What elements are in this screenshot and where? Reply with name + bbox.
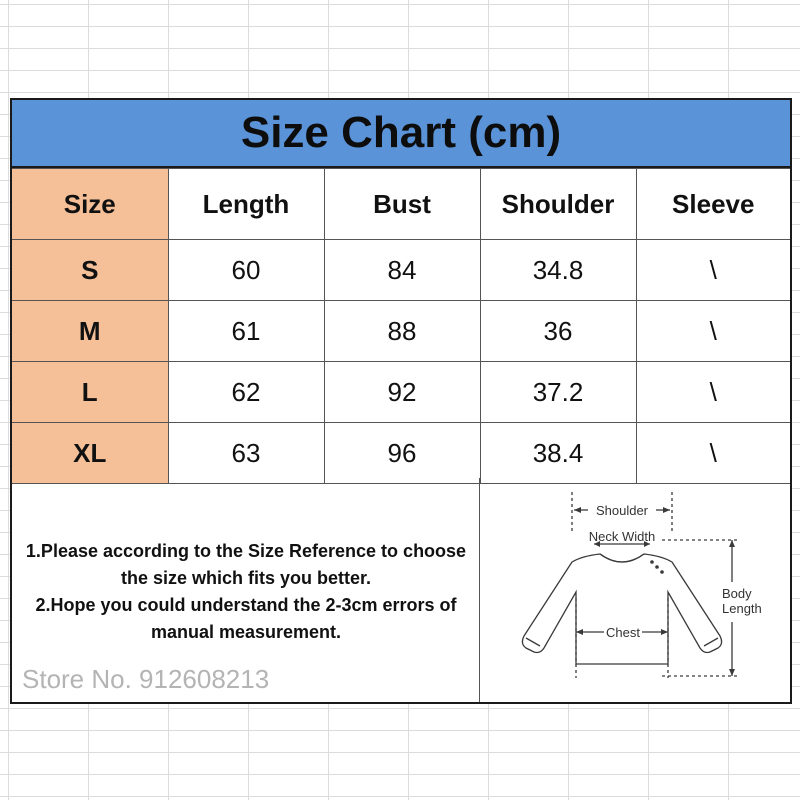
- size-table: [12, 168, 790, 484]
- shoulder-value: 36: [480, 301, 636, 362]
- neckline: [600, 554, 644, 562]
- size-label: L: [12, 362, 168, 423]
- length-label: Length: [722, 601, 762, 616]
- notes-panel: [12, 478, 480, 702]
- bust-value: 96: [324, 423, 480, 484]
- cuff-right: [704, 638, 718, 646]
- table-row: [12, 301, 790, 362]
- sweater-outline: [522, 554, 721, 664]
- table-row: [12, 362, 790, 423]
- bust-value: 84: [324, 240, 480, 301]
- sleeve-value: \: [636, 240, 790, 301]
- chest-label: Chest: [606, 625, 640, 640]
- shoulder-value: 34.8: [480, 240, 636, 301]
- table-row: [12, 240, 790, 301]
- size-label: M: [12, 301, 168, 362]
- sleeve-value: \: [636, 423, 790, 484]
- store-watermark: Store No. 912608213: [22, 664, 270, 694]
- shoulder-label: Shoulder: [595, 503, 649, 518]
- header-shoulder: Shoulder: [480, 169, 636, 240]
- header-size: Size: [12, 169, 168, 240]
- header-bust: Bust: [324, 169, 480, 240]
- chart-title: Size Chart (cm): [12, 100, 790, 168]
- size-label: XL: [12, 423, 168, 484]
- table-header-row: [12, 169, 790, 240]
- size-label: S: [12, 240, 168, 301]
- cuff-left: [526, 638, 540, 646]
- header-sleeve: Sleeve: [636, 169, 790, 240]
- bust-value: 88: [324, 301, 480, 362]
- bust-value: 92: [324, 362, 480, 423]
- shoulder-value: 37.2: [480, 362, 636, 423]
- header-length: Length: [168, 169, 324, 240]
- length-value: 60: [168, 240, 324, 301]
- measurement-diagram: [482, 478, 790, 702]
- body-label: Body: [722, 586, 752, 601]
- sleeve-value: \: [636, 362, 790, 423]
- sweater-diagram: [482, 478, 790, 702]
- size-chart-sheet: [10, 98, 792, 704]
- length-value: 63: [168, 423, 324, 484]
- note-1: 1.Please according to the Size Reference to choose the size which fits you better.: [25, 541, 467, 588]
- neck-width-label: Neck Width: [588, 529, 656, 544]
- sleeve-value: \: [636, 301, 790, 362]
- note-2: 2.Hope you could understand the 2-3cm errors of manual measurement.: [35, 595, 457, 642]
- length-value: 62: [168, 362, 324, 423]
- length-value: 61: [168, 301, 324, 362]
- shoulder-value: 38.4: [480, 423, 636, 484]
- table-row: [12, 423, 790, 484]
